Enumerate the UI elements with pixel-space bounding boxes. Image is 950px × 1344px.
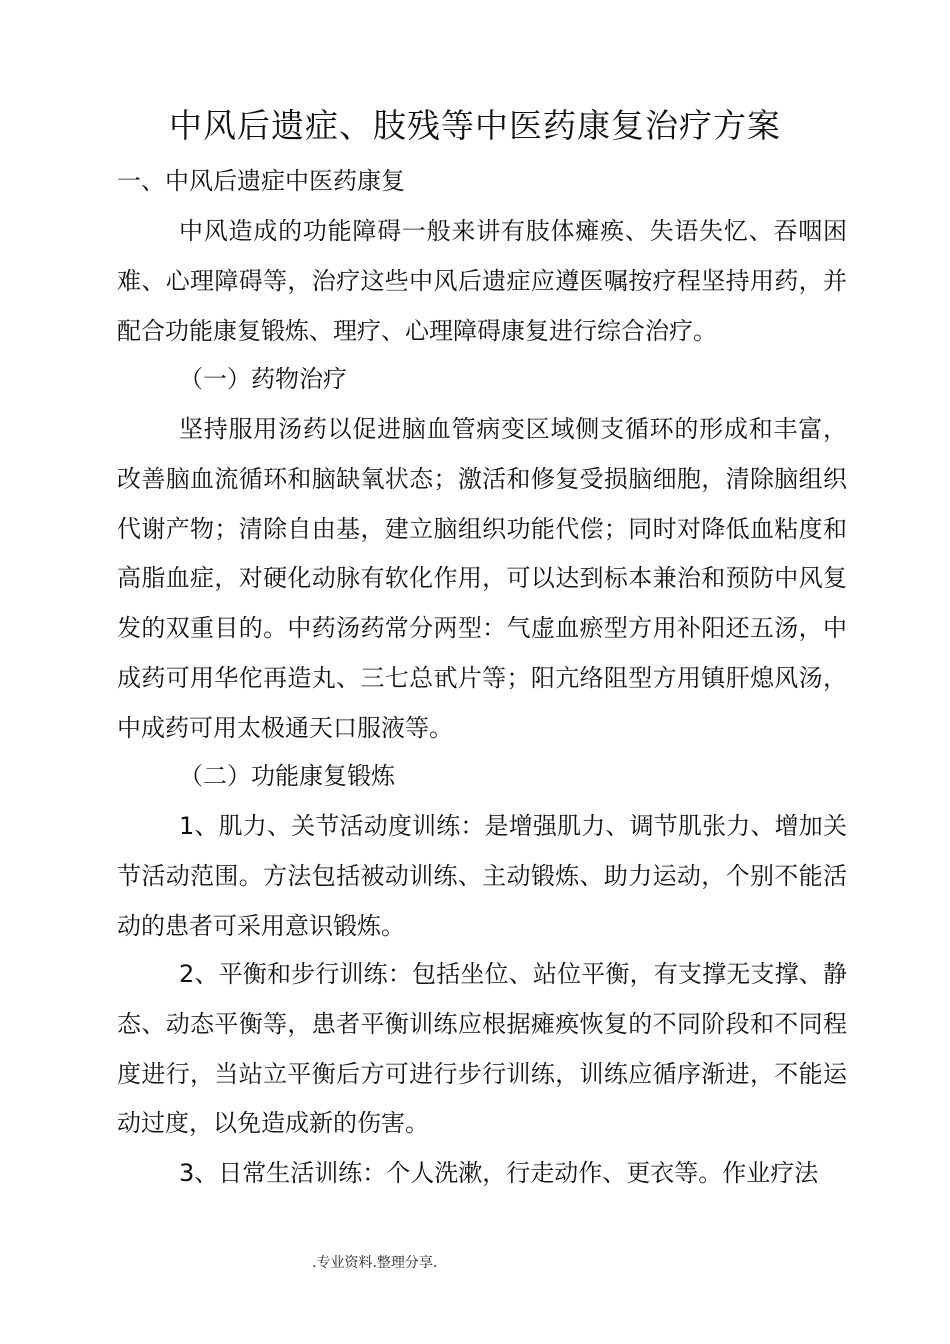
intro-paragraph: 中风造成的功能障碍一般来讲有肢体瘫痪、失语失忆、吞咽困难、心理障碍等，治疗这些中风后遗症应遵医嘱按疗程坚持用药，并配合功能康复锻炼、理疗、心理障碍康复进行综合治疗。 xyxy=(117,217,847,345)
document-title: 中风后遗症、肢残等中医药康复治疗方案 xyxy=(169,106,781,145)
drug-therapy-heading: （一）药物治疗 xyxy=(179,365,347,393)
section1-heading: 一、中风后遗症中医药康复 xyxy=(117,167,405,195)
footer-note: .专业资料.整理分享. xyxy=(312,1255,438,1271)
rehab-item-1: 1、肌力、关节活动度训练：是增强肌力、调节肌张力、增加关节活动范围。方法包括被动训练、主动锻炼、助力运动，个别不能活动的患者可采用意识锻炼。 xyxy=(117,812,847,940)
rehab-item-3: 3、日常生活训练：个人洗漱，行走动作、更衣等。作业疗法 xyxy=(179,1159,819,1187)
drug-therapy-paragraph: 坚持服用汤药以促进脑血管病变区域侧支循环的形成和丰富，改善脑血流循环和脑缺氧状态；激活和修复受损脑细胞，清除脑组织代谢产物；清除自由基，建立脑组织功能代偿；同时对降低血粘度和高脂血症，对硬化动脉有软化作用，可以达到标本兼治和预防中风复发的双重目的。中药汤药常分两型：气虚血瘀型方用补阳还五汤，中成药可用华佗再造丸、三七总甙片等；阳亢络阻型方用镇肝熄风汤，中成药可用太极通天口服液等。 xyxy=(117,415,847,742)
rehab-item-2: 2、平衡和步行训练：包括坐位、站位平衡，有支撑无支撑、静态、动态平衡等，患者平衡训练应根据瘫痪恢复的不同阶段和不同程度进行，当站立平衡后方可进行步行训练，训练应循序渐进，不能运动过度，以免造成新的伤害。 xyxy=(117,960,847,1138)
rehab-exercise-heading: （二）功能康复锻炼 xyxy=(179,762,395,790)
